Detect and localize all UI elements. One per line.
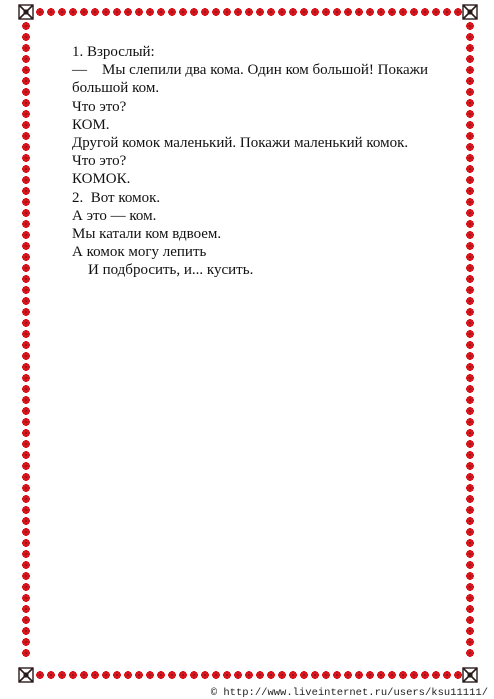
- border-motif-icon: [466, 572, 474, 580]
- border-motif-icon: [421, 671, 429, 679]
- border-motif-icon: [466, 495, 474, 503]
- text-line: 1. Взрослый:: [72, 44, 155, 60]
- border-motif-icon: [22, 143, 30, 151]
- border-motif-icon: [22, 638, 30, 646]
- border-motif-icon: [466, 121, 474, 129]
- border-motif-icon: [22, 462, 30, 470]
- text-line: 2. Вот комок.: [72, 189, 161, 206]
- border-motif-icon: [22, 77, 30, 85]
- border-motif-icon: [300, 671, 308, 679]
- border-motif-icon: [466, 484, 474, 492]
- border-motif-icon: [466, 330, 474, 338]
- border-motif-icon: [22, 484, 30, 492]
- border-motif-icon: [22, 649, 30, 657]
- border-motif-icon: [355, 8, 363, 16]
- border-motif-icon: [135, 8, 143, 16]
- border-motif-icon: [466, 286, 474, 294]
- border-motif-icon: [91, 671, 99, 679]
- border-motif-icon: [22, 275, 30, 283]
- corner-ornament-icon: [19, 5, 33, 19]
- border-motif-icon: [22, 66, 30, 74]
- border-motif-icon: [22, 319, 30, 327]
- border-motif-icon: [22, 154, 30, 162]
- border-motif-icon: [179, 8, 187, 16]
- border-motif-icon: [124, 671, 132, 679]
- border-motif-icon: [22, 594, 30, 602]
- border-motif-icon: [466, 374, 474, 382]
- border-motif-icon: [466, 253, 474, 261]
- border-motif-icon: [466, 143, 474, 151]
- border-motif-icon: [466, 418, 474, 426]
- border-motif-icon: [22, 506, 30, 514]
- poem-text: [72, 43, 452, 280]
- border-motif-icon: [466, 506, 474, 514]
- border-motif-icon: [157, 671, 165, 679]
- border-motif-icon: [410, 8, 418, 16]
- text-line: большой ком.: [72, 80, 160, 97]
- border-motif-icon: [212, 8, 220, 16]
- border-motif-icon: [333, 8, 341, 16]
- border-motif-icon: [466, 385, 474, 393]
- border-motif-icon: [36, 8, 44, 16]
- right-border-ornament: [466, 22, 474, 657]
- border-motif-icon: [466, 297, 474, 305]
- border-motif-icon: [22, 55, 30, 63]
- border-motif-icon: [22, 165, 30, 173]
- corner-ornament-icon: [463, 5, 477, 19]
- text-line: А комок могу лепить: [72, 244, 207, 261]
- border-motif-icon: [22, 88, 30, 96]
- border-motif-icon: [22, 33, 30, 41]
- border-motif-icon: [22, 583, 30, 591]
- border-motif-icon: [421, 8, 429, 16]
- border-motif-icon: [466, 528, 474, 536]
- corner-ornament-icon: [463, 668, 477, 682]
- border-motif-icon: [22, 198, 30, 206]
- border-motif-icon: [22, 286, 30, 294]
- border-motif-icon: [146, 671, 154, 679]
- border-motif-icon: [22, 22, 30, 30]
- border-motif-icon: [466, 363, 474, 371]
- border-motif-icon: [69, 671, 77, 679]
- border-motif-icon: [80, 671, 88, 679]
- border-motif-icon: [267, 671, 275, 679]
- border-motif-icon: [22, 572, 30, 580]
- border-motif-icon: [47, 8, 55, 16]
- border-motif-icon: [22, 418, 30, 426]
- text-line: Мы катали ком вдвоем.: [72, 226, 222, 243]
- border-motif-icon: [388, 671, 396, 679]
- border-motif-icon: [466, 616, 474, 624]
- border-motif-icon: [22, 297, 30, 305]
- border-motif-icon: [22, 253, 30, 261]
- border-motif-icon: [377, 8, 385, 16]
- border-motif-icon: [466, 242, 474, 250]
- border-motif-icon: [344, 8, 352, 16]
- border-motif-icon: [399, 671, 407, 679]
- text-line: Другой комок маленький. Покажи маленький комок.: [72, 135, 409, 152]
- border-motif-icon: [466, 638, 474, 646]
- border-motif-icon: [58, 671, 66, 679]
- border-motif-icon: [454, 8, 462, 16]
- border-motif-icon: [168, 8, 176, 16]
- border-motif-icon: [466, 550, 474, 558]
- border-motif-icon: [443, 671, 451, 679]
- border-motif-icon: [466, 66, 474, 74]
- border-motif-icon: [80, 8, 88, 16]
- border-motif-icon: [466, 187, 474, 195]
- border-motif-icon: [432, 8, 440, 16]
- border-motif-icon: [36, 671, 44, 679]
- border-motif-icon: [311, 8, 319, 16]
- border-motif-icon: [410, 671, 418, 679]
- border-motif-icon: [22, 440, 30, 448]
- border-motif-icon: [22, 44, 30, 52]
- border-motif-icon: [245, 671, 253, 679]
- border-motif-icon: [22, 605, 30, 613]
- border-motif-icon: [466, 231, 474, 239]
- watermark-url: © http://www.liveinternet.ru/users/ksu11111/: [210, 687, 488, 699]
- border-motif-icon: [124, 8, 132, 16]
- border-motif-icon: [22, 627, 30, 635]
- border-motif-icon: [466, 473, 474, 481]
- border-motif-icon: [22, 110, 30, 118]
- border-motif-icon: [278, 671, 286, 679]
- border-motif-icon: [113, 8, 121, 16]
- border-motif-icon: [466, 561, 474, 569]
- border-motif-icon: [466, 99, 474, 107]
- border-motif-icon: [223, 671, 231, 679]
- border-motif-icon: [22, 473, 30, 481]
- border-motif-icon: [22, 220, 30, 228]
- border-motif-icon: [22, 176, 30, 184]
- border-motif-icon: [466, 88, 474, 96]
- border-motif-icon: [278, 8, 286, 16]
- border-motif-icon: [22, 374, 30, 382]
- border-motif-icon: [22, 242, 30, 250]
- border-motif-icon: [289, 671, 297, 679]
- border-motif-icon: [466, 605, 474, 613]
- border-motif-icon: [322, 671, 330, 679]
- border-motif-icon: [22, 429, 30, 437]
- border-motif-icon: [201, 8, 209, 16]
- border-motif-icon: [69, 8, 77, 16]
- border-motif-icon: [22, 396, 30, 404]
- border-motif-icon: [22, 264, 30, 272]
- border-motif-icon: [366, 671, 374, 679]
- border-motif-icon: [22, 341, 30, 349]
- border-motif-icon: [333, 671, 341, 679]
- border-motif-icon: [466, 176, 474, 184]
- border-motif-icon: [466, 110, 474, 118]
- border-motif-icon: [466, 220, 474, 228]
- border-motif-icon: [47, 671, 55, 679]
- border-motif-icon: [289, 8, 297, 16]
- border-motif-icon: [22, 330, 30, 338]
- border-motif-icon: [388, 8, 396, 16]
- border-motif-icon: [311, 671, 319, 679]
- border-motif-icon: [22, 99, 30, 107]
- text-line: И подбросить, и... кусить.: [88, 262, 254, 279]
- border-motif-icon: [267, 8, 275, 16]
- border-motif-icon: [256, 8, 264, 16]
- border-motif-icon: [466, 154, 474, 162]
- text-line: А это — ком.: [72, 207, 157, 224]
- border-motif-icon: [399, 8, 407, 16]
- border-motif-icon: [157, 8, 165, 16]
- border-motif-icon: [355, 671, 363, 679]
- text-line: — Мы слепили два кома. Один ком большой! Покажи: [72, 62, 429, 79]
- border-motif-icon: [466, 44, 474, 52]
- border-motif-icon: [466, 77, 474, 85]
- border-motif-icon: [245, 8, 253, 16]
- border-motif-icon: [377, 671, 385, 679]
- top-border-ornament: [36, 8, 462, 16]
- border-motif-icon: [102, 8, 110, 16]
- border-motif-icon: [113, 671, 121, 679]
- border-motif-icon: [466, 275, 474, 283]
- border-motif-icon: [22, 132, 30, 140]
- border-motif-icon: [432, 671, 440, 679]
- border-motif-icon: [22, 550, 30, 558]
- border-motif-icon: [466, 429, 474, 437]
- border-motif-icon: [466, 583, 474, 591]
- border-motif-icon: [22, 209, 30, 217]
- border-motif-icon: [466, 132, 474, 140]
- border-motif-icon: [22, 231, 30, 239]
- border-motif-icon: [22, 385, 30, 393]
- border-motif-icon: [322, 8, 330, 16]
- border-motif-icon: [22, 187, 30, 195]
- border-motif-icon: [91, 8, 99, 16]
- bottom-border-ornament: [36, 671, 462, 679]
- border-motif-icon: [190, 8, 198, 16]
- border-motif-icon: [256, 671, 264, 679]
- left-border-ornament: [22, 22, 30, 657]
- border-motif-icon: [454, 671, 462, 679]
- border-motif-icon: [22, 308, 30, 316]
- border-motif-icon: [179, 671, 187, 679]
- border-motif-icon: [190, 671, 198, 679]
- border-motif-icon: [22, 495, 30, 503]
- text-line: Что это?: [72, 153, 127, 170]
- border-motif-icon: [466, 55, 474, 63]
- border-motif-icon: [466, 209, 474, 217]
- text-line: КОМОК.: [72, 171, 131, 188]
- border-motif-icon: [466, 594, 474, 602]
- border-motif-icon: [466, 407, 474, 415]
- border-motif-icon: [466, 198, 474, 206]
- border-motif-icon: [466, 352, 474, 360]
- border-motif-icon: [58, 8, 66, 16]
- corner-ornament-icon: [19, 668, 33, 682]
- border-motif-icon: [466, 264, 474, 272]
- border-motif-icon: [466, 440, 474, 448]
- border-motif-icon: [234, 8, 242, 16]
- text-line: Что это?: [72, 98, 127, 115]
- border-motif-icon: [443, 8, 451, 16]
- border-motif-icon: [466, 627, 474, 635]
- border-motif-icon: [168, 671, 176, 679]
- border-motif-icon: [366, 8, 374, 16]
- border-motif-icon: [466, 517, 474, 525]
- border-motif-icon: [466, 341, 474, 349]
- border-motif-icon: [223, 8, 231, 16]
- border-motif-icon: [22, 528, 30, 536]
- border-motif-icon: [466, 33, 474, 41]
- border-motif-icon: [466, 319, 474, 327]
- border-motif-icon: [344, 671, 352, 679]
- border-motif-icon: [300, 8, 308, 16]
- border-motif-icon: [466, 396, 474, 404]
- border-motif-icon: [22, 363, 30, 371]
- border-motif-icon: [466, 22, 474, 30]
- border-motif-icon: [466, 451, 474, 459]
- border-motif-icon: [466, 165, 474, 173]
- border-motif-icon: [466, 308, 474, 316]
- border-motif-icon: [22, 517, 30, 525]
- border-motif-icon: [22, 561, 30, 569]
- border-motif-icon: [201, 671, 209, 679]
- border-motif-icon: [22, 451, 30, 459]
- border-motif-icon: [212, 671, 220, 679]
- border-motif-icon: [22, 352, 30, 360]
- border-motif-icon: [466, 462, 474, 470]
- border-motif-icon: [22, 121, 30, 129]
- border-motif-icon: [466, 649, 474, 657]
- border-motif-icon: [466, 539, 474, 547]
- border-motif-icon: [22, 539, 30, 547]
- border-motif-icon: [102, 671, 110, 679]
- border-motif-icon: [22, 616, 30, 624]
- text-line: КОМ.: [72, 116, 110, 133]
- border-motif-icon: [234, 671, 242, 679]
- border-motif-icon: [146, 8, 154, 16]
- border-motif-icon: [135, 671, 143, 679]
- border-motif-icon: [22, 407, 30, 415]
